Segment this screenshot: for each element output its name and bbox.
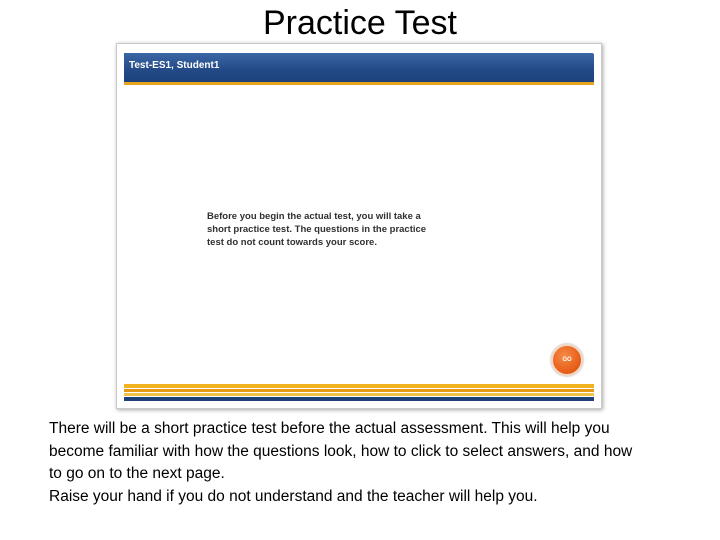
caption-line: There will be a short practice test before the actual assessment. This will help you bbox=[49, 420, 610, 437]
test-screenshot bbox=[116, 43, 602, 409]
instruction-line: short practice test. The questions in the practice bbox=[207, 224, 427, 235]
app-header-bar bbox=[124, 53, 594, 84]
caption-text bbox=[49, 418, 689, 508]
footer-stripe bbox=[124, 389, 594, 392]
footer-stripe bbox=[124, 397, 594, 401]
caption-line: become familiar with how the questions look, how to click to select answers, and how bbox=[49, 442, 633, 460]
go-button-label: GO bbox=[562, 357, 572, 363]
app-header-title: Test-ES1, Student1 bbox=[129, 60, 220, 71]
go-button[interactable] bbox=[551, 344, 583, 376]
instruction-text bbox=[207, 210, 457, 249]
instruction-line: Before you begin the actual test, you will take a bbox=[207, 211, 421, 222]
footer-stripe bbox=[124, 393, 594, 396]
instruction-line: test do not count towards your score. bbox=[207, 237, 377, 248]
slide-title: Practice Test bbox=[262, 4, 457, 42]
caption-line: Raise your hand if you do not understand and the teacher will help you. bbox=[49, 487, 538, 505]
footer-stripes bbox=[124, 384, 594, 402]
caption-line: to go on to the next page. bbox=[49, 465, 225, 482]
footer-stripe bbox=[124, 384, 594, 388]
header-accent-stripe bbox=[124, 82, 594, 85]
